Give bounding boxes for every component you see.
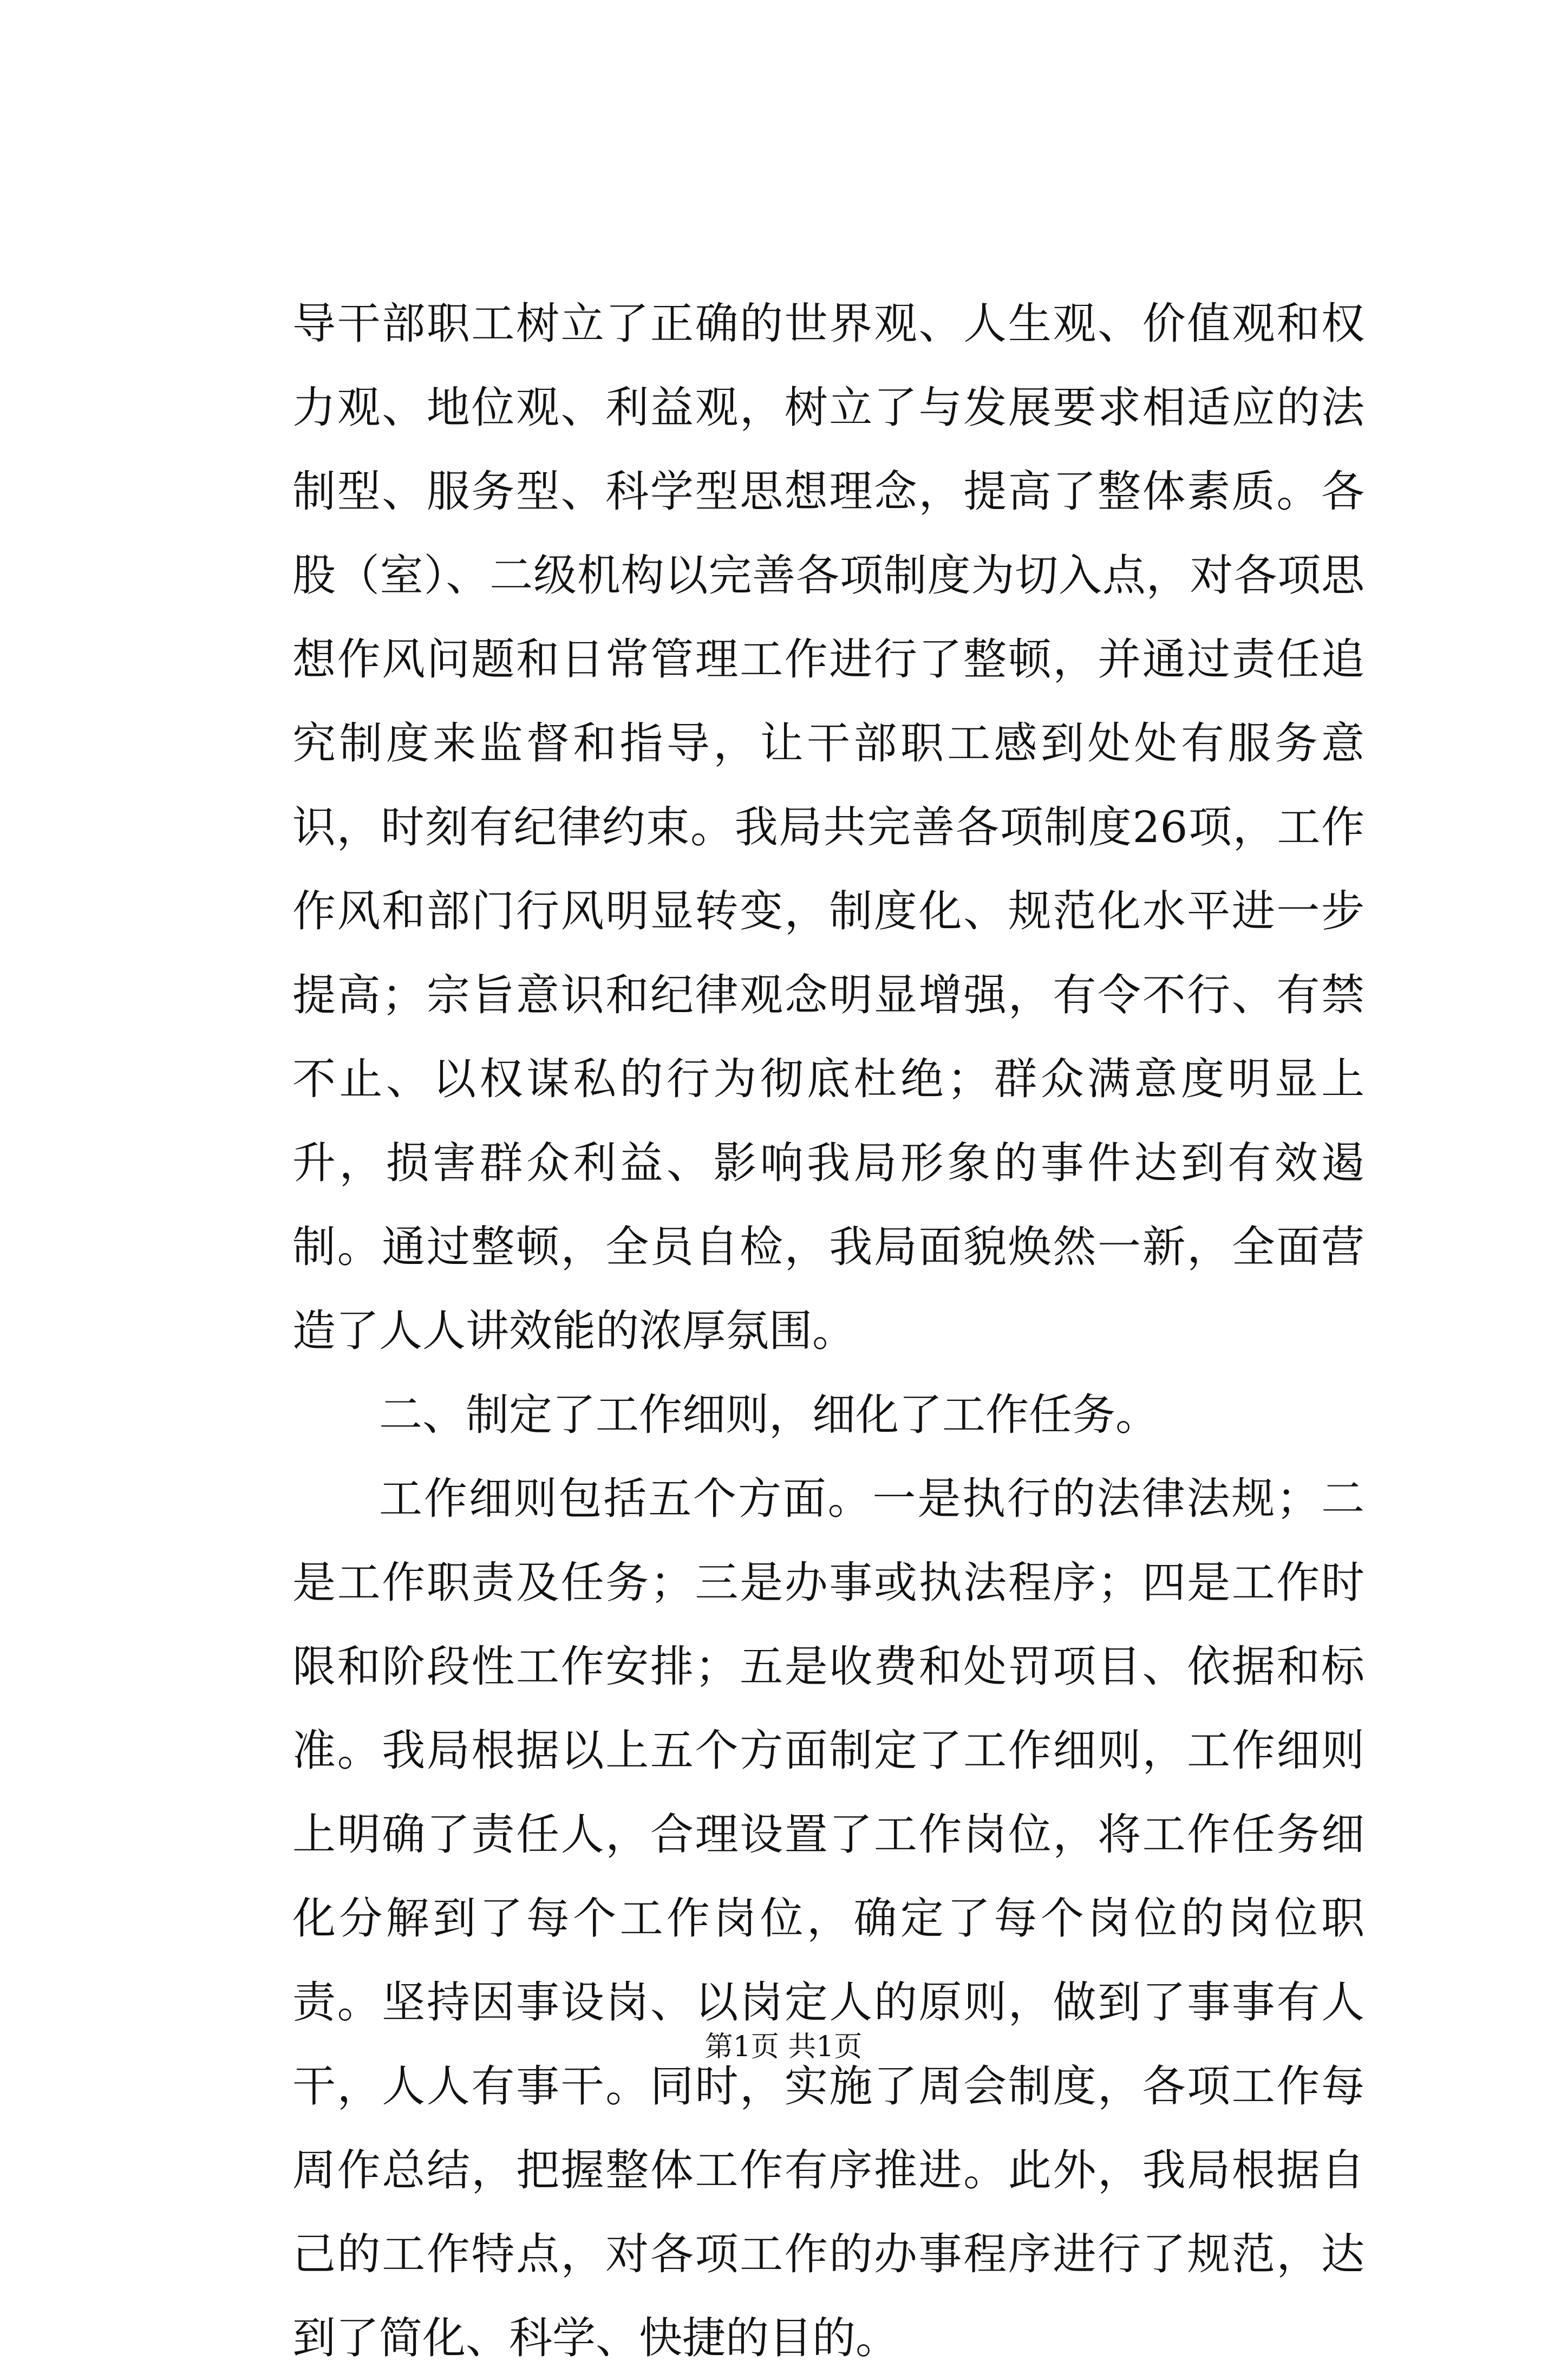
section-heading: 二、制定了工作细则，细化了工作任务。 (379, 1390, 1159, 1440)
page-footer: 第1页 共1页 (704, 2031, 863, 2063)
paragraph-work-rules: 工作细则包括五个方面。一是执行的法律法规；二是工作职责及任务；三是办事或执法程序；四是工作时限和阶段性工作安排；五是收费和处罚项目、依据和标准。我局根据以上五个方面制定了工作细则，工作细则上明确了责任人，合理设置了工作岗位，将工作任务细化分解到了每个工作岗位，确定了每个岗位的岗位职责。坚持因事设岗、以岗定人的原则，做到了事事有人干，人人有事干。同时，实施了周会制度，各项工作每周作总结，把握整体工作有序推进。此外，我局根据自己的工作特点，对各项工作的办事程序进行了规范，达到了简化、科学、快捷的目的。 (292, 1473, 1364, 2363)
paragraph-continued: 导干部职工树立了正确的世界观、人生观、价值观和权力观、地位观、利益观，树立了与发展要求相适应的法制型、服务型、科学型思想理念，提高了整体素质。各股（室）、二级机构以完善各项制度为切入点，对各项思想作风问题和日常管理工作进行了整顿，并通过责任追究制度来监督和指导，让干部职工感到处处有服务意识，时刻有纪律约束。我局共完善各项制度26项，工作作风和部门行风明显转变，制度化、规范化水平进一步提高；宗旨意识和纪律观念明显增强，有令不行、有禁不止、以权谋私的行为彻底杜绝；群众满意度明显上升，损害群众利益、影响我局形象的事件达到有效遏制。通过整顿，全员自检，我局面貌焕然一新，全面营造了人人讲效能的浓厚氛围。 (292, 298, 1364, 1356)
